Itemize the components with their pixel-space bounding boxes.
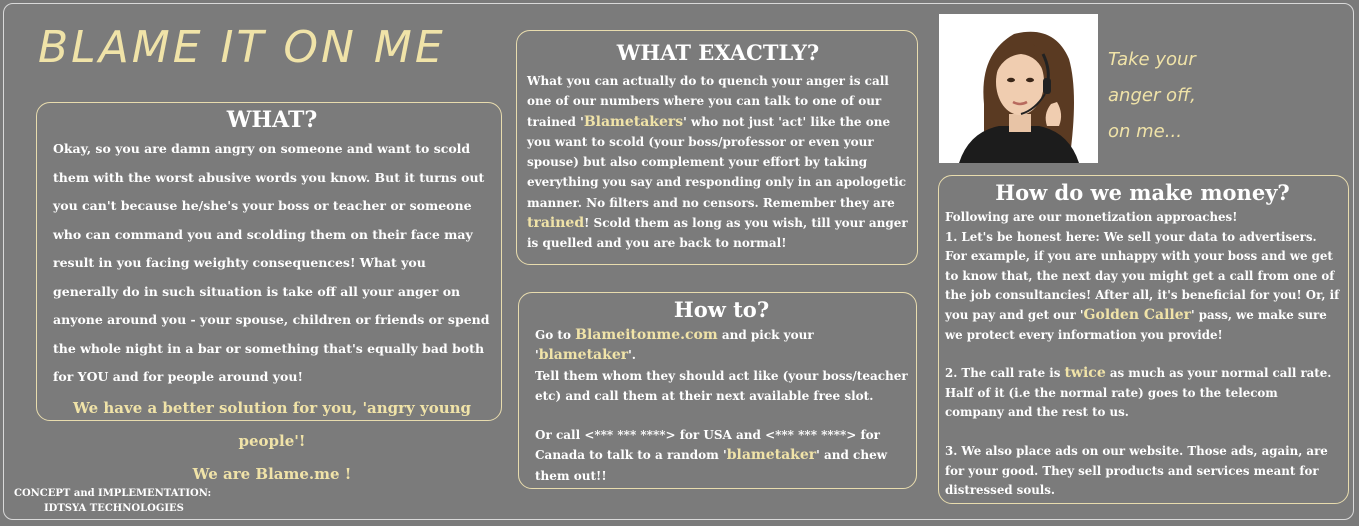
spacer [945,423,1340,442]
what-brand: We are Blame.me ! [192,464,352,483]
trained-highlight: trained [527,215,585,232]
what-exactly-text-1: What you can actually do to quench your anger is call one of our numbers where you can talk to one of our trained ' [527,74,889,129]
how-to-heading: How to? [673,297,770,322]
what-body: Okay, so you are damn angry on someone and want to scold them with the worst abusive words you know. But it turns out you can't because he/she's your boss or teacher or someone who can command you and scolding them on their face may result in you facing weighty consequences! What you generally do in such situation is take off all your anger on anyone around you - your spouse, children or friends or spend the whole night in a bar or something that's equally bad both for YOU and for people around you! [53,141,490,384]
spacer [945,345,1340,364]
tagline-line-2: anger off, [1108,85,1196,106]
money-approach-1 [945,228,1340,346]
how-to-panel [518,292,917,489]
what-exactly-heading: WHAT EXACTLY? [616,40,820,65]
money-text-1b: ' pass, we make sure we protect every information you provide! [945,307,1327,342]
operator-photo [939,14,1098,163]
money-approach-3: 3. We also place ads on our website. Those ads, again, are for your good. They sell products and services meant for distressed souls. [945,443,1328,498]
tagline-line-1: Take your [1108,49,1196,70]
what-exactly-text-2: ' who not just 'act' like the one you want to scold (your boss/professor or even your spouse) but also complement your effort by taking everything you say and responding only in an apologetic manner. No filters and no censors. Remember they are [527,114,907,210]
how-to-step-3 [535,425,908,486]
twice-highlight: twice [1064,365,1106,382]
how-to-step-2: Tell them whom they should act like (your boss/teacher etc) and call them at their next available free slot. [535,368,908,403]
money-text-2a: 2. The call rate is [945,366,1065,381]
tagline [1108,42,1196,150]
blametaker-highlight: blametaker [538,347,629,364]
how-to-text-1a: Go to [535,328,576,342]
money-text-2b: as much as your normal call rate. Half of it (i.e the normal rate) goes to the telecom company and the rest to us. [945,366,1332,420]
how-to-step-1 [535,325,908,366]
money-intro: Following are our monetization approaches! [945,210,1238,224]
credits-line-2: IDTSYA TECHNOLOGIES [44,503,184,514]
credits [14,486,211,516]
page-title: BLAME IT ON ME [38,22,446,73]
money-panel [938,175,1349,504]
blametaker-highlight-2: blametaker [726,447,817,464]
how-to-text-3a: Or call <*** *** ****> for USA and <*** *** ****> for Canada to talk to a random ' [535,428,880,463]
what-exactly-body [527,71,909,254]
golden-caller-highlight: Golden Caller [1083,306,1192,323]
blametakers-highlight: Blametakers [583,113,684,130]
money-text-1a: 1. Let's be honest here: We sell your data to advertisers. For example, if you are unhappy with your boss and we get to know that, the next day you might get a call from one of the job consultancies! After all, it's beneficial for you! Or, if you pay and get our ' [945,229,1340,322]
how-to-text-3b: ' and chew them out!! [535,448,888,483]
what-exactly-text-3: ! Scold them as long as you wish, till your anger is quelled and you are back to normal! [527,216,908,251]
money-approach-2 [945,364,1340,423]
what-heading: WHAT? [226,107,318,133]
what-solution: We have a better solution for you, 'angry young people'! [72,398,472,450]
tagline-line-3: on me... [1108,121,1182,142]
how-to-text-1c: '. [628,348,636,363]
money-heading: How do we make money? [995,180,1290,205]
what-exactly-panel [516,30,918,265]
how-to-text-1b: and pick your ' [535,328,814,363]
what-panel [36,102,502,483]
credits-line-1: CONCEPT and IMPLEMENTATION: [14,488,212,499]
spacer [535,406,908,425]
website-link[interactable]: Blameitonme.com [575,327,718,343]
